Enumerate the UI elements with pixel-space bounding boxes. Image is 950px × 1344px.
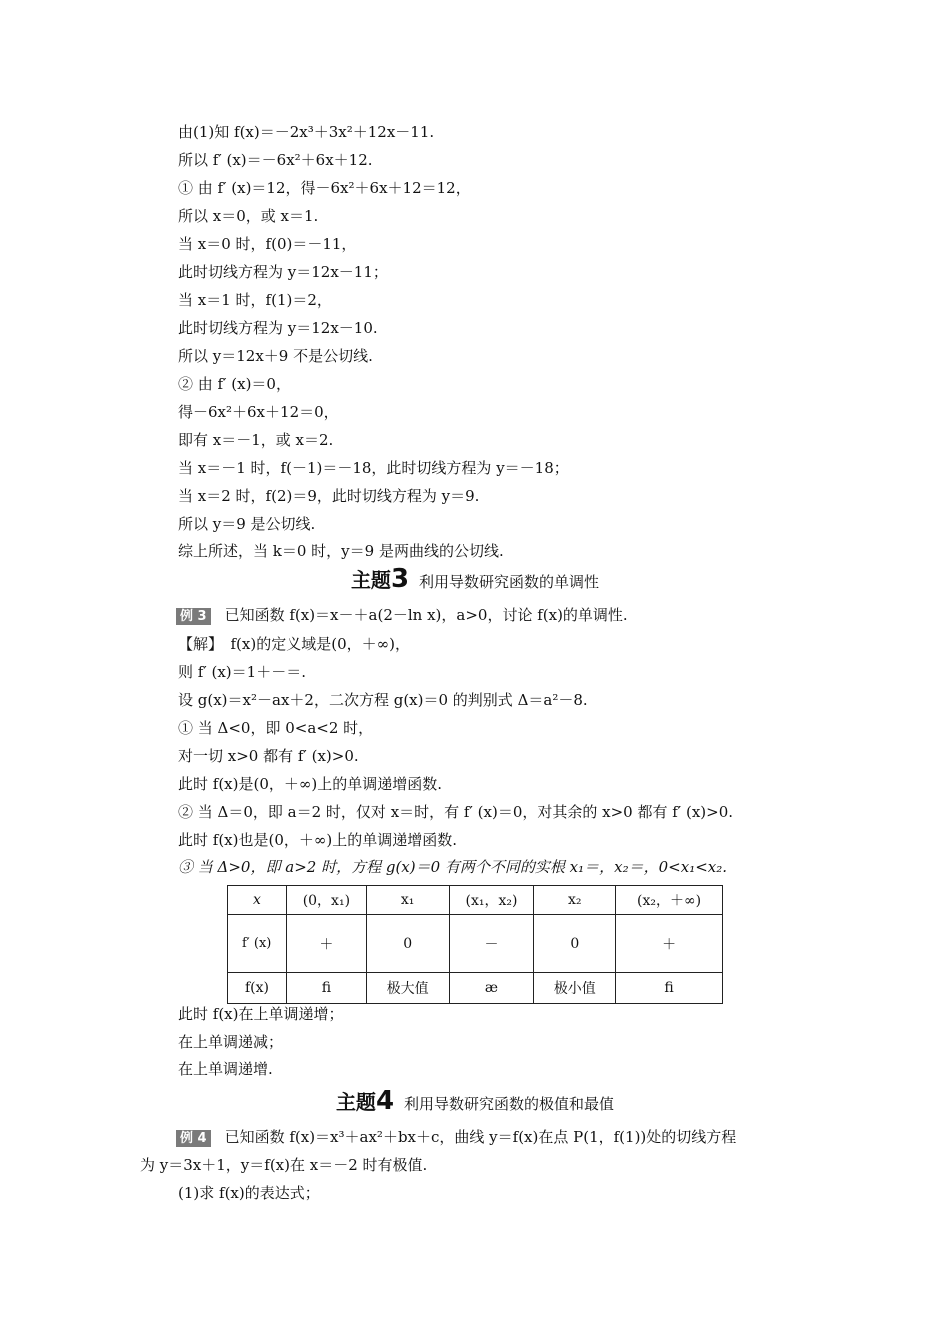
text-line: 即有 x＝－1，或 x＝2. xyxy=(178,431,334,449)
table-row xyxy=(228,973,723,1004)
table-cell: (0，x₁) xyxy=(286,886,366,915)
table-cell: ﬁ xyxy=(286,973,366,1004)
text-line: 此时切线方程为 y＝12x－11； xyxy=(178,263,388,281)
example-badge: 例 4 xyxy=(176,1130,211,1147)
text-line: 所以 f′ (x)＝－6x²＋6x＋12. xyxy=(178,151,373,169)
table-cell: 极小值 xyxy=(534,973,616,1004)
table-cell: x xyxy=(228,886,287,915)
text-line: 此时切线方程为 y＝12x－10. xyxy=(178,319,378,337)
text-line: (1)求 f(x)的表达式； xyxy=(178,1184,320,1202)
table-cell: 0 xyxy=(534,915,616,973)
text-line: 当 x＝1 时，f(1)＝2， xyxy=(178,291,332,309)
text-line: 当 x＝2 时，f(2)＝9，此时切线方程为 y＝9. xyxy=(178,487,480,505)
table-cell: (x₂，＋∞) xyxy=(616,886,723,915)
table-cell: x₁ xyxy=(366,886,449,915)
table-cell: (x₁，x₂) xyxy=(449,886,534,915)
table-cell: － xyxy=(449,915,534,973)
table-cell: ＋ xyxy=(286,915,366,973)
text-line: ① 由 f′ (x)＝12，得－6x²＋6x＋12＝12， xyxy=(178,179,471,197)
topic-title: 利用导数研究函数的单调性 xyxy=(419,573,600,591)
table-cell: 0 xyxy=(366,915,449,973)
table-cell: ＋ xyxy=(616,915,723,973)
topic-title: 利用导数研究函数的极值和最值 xyxy=(404,1095,615,1113)
text-line: 此时 f(x)也是(0，＋∞)上的单调递增函数. xyxy=(178,831,457,849)
table-cell: x₂ xyxy=(534,886,616,915)
table-cell: ﬁ xyxy=(616,973,723,1004)
text-line: 当 x＝－1 时，f(－1)＝－18，此时切线方程为 y＝－18； xyxy=(178,459,569,477)
text-line: ② 由 f′ (x)＝0， xyxy=(178,375,291,393)
example-text: 已知函数 f(x)＝x³＋ax²＋bx＋c，曲线 y＝f(x)在点 P(1，f(1))处的切线方程 xyxy=(224,1128,737,1146)
topic-label: 主题 xyxy=(350,568,391,592)
example-badge: 例 3 xyxy=(176,608,211,625)
text-line: ③ 当 Δ>0，即 a>2 时，方程 g(x)＝0 有两个不同的实根 x₁＝，x₂＝，0<x₁<x₂. xyxy=(178,858,728,876)
table-cell: f′ (x) xyxy=(228,915,287,973)
text-line: 所以 y＝9 是公切线. xyxy=(178,515,316,533)
table-cell: 极大值 xyxy=(366,973,449,1004)
text-line: 所以 y＝12x＋9 不是公切线. xyxy=(178,347,373,365)
table-cell: æ xyxy=(449,973,534,1004)
text-line: 【解】 f(x)的定义域是(0，＋∞)， xyxy=(178,635,410,653)
text-line: 对一切 x>0 都有 f′ (x)>0. xyxy=(178,747,359,765)
example-4 xyxy=(176,1127,736,1147)
text-line: 所以 x＝0，或 x＝1. xyxy=(178,207,319,225)
text-line: 此时 f(x)是(0，＋∞)上的单调递增函数. xyxy=(178,775,442,793)
text-line: 则 f′ (x)＝1＋－＝. xyxy=(178,663,306,681)
topic-label: 主题 xyxy=(335,1090,376,1114)
topic-3-heading xyxy=(0,566,950,595)
text-line: 综上所述，当 k＝0 时，y＝9 是两曲线的公切线. xyxy=(178,542,504,560)
example-text: 已知函数 f(x)＝x－＋a(2－ln x)，a>0，讨论 f(x)的单调性. xyxy=(224,606,628,624)
text-line: ② 当 Δ＝0，即 a＝2 时，仅对 x＝时，有 f′ (x)＝0，对其余的 x>0 都有 f′ (x)>0. xyxy=(178,803,734,821)
topic-number: 3 xyxy=(390,564,410,594)
topic-number: 4 xyxy=(375,1086,395,1116)
example-3 xyxy=(176,605,628,625)
text-line: 当 x＝0 时，f(0)＝－11， xyxy=(178,235,357,253)
text-line: 设 g(x)＝x²－ax＋2，二次方程 g(x)＝0 的判别式 Δ＝a²－8. xyxy=(178,691,588,709)
text-line: ① 当 Δ<0，即 0<a<2 时， xyxy=(178,719,374,737)
text-line: 为 y＝3x＋1，y＝f(x)在 x＝－2 时有极值. xyxy=(140,1156,428,1174)
table-cell: f(x) xyxy=(228,973,287,1004)
monotonicity-table xyxy=(227,885,723,1004)
text-line: 在上单调递减； xyxy=(178,1033,284,1051)
text-line: 在上单调递增. xyxy=(178,1060,273,1078)
text-line: 此时 f(x)在上单调递增； xyxy=(178,1005,344,1023)
table-row xyxy=(228,886,723,915)
topic-4-heading xyxy=(0,1088,950,1117)
table-row xyxy=(228,915,723,973)
text-line: 由(1)知 f(x)＝－2x³＋3x²＋12x－11. xyxy=(178,123,435,141)
text-line: 得－6x²＋6x＋12＝0， xyxy=(178,403,339,421)
